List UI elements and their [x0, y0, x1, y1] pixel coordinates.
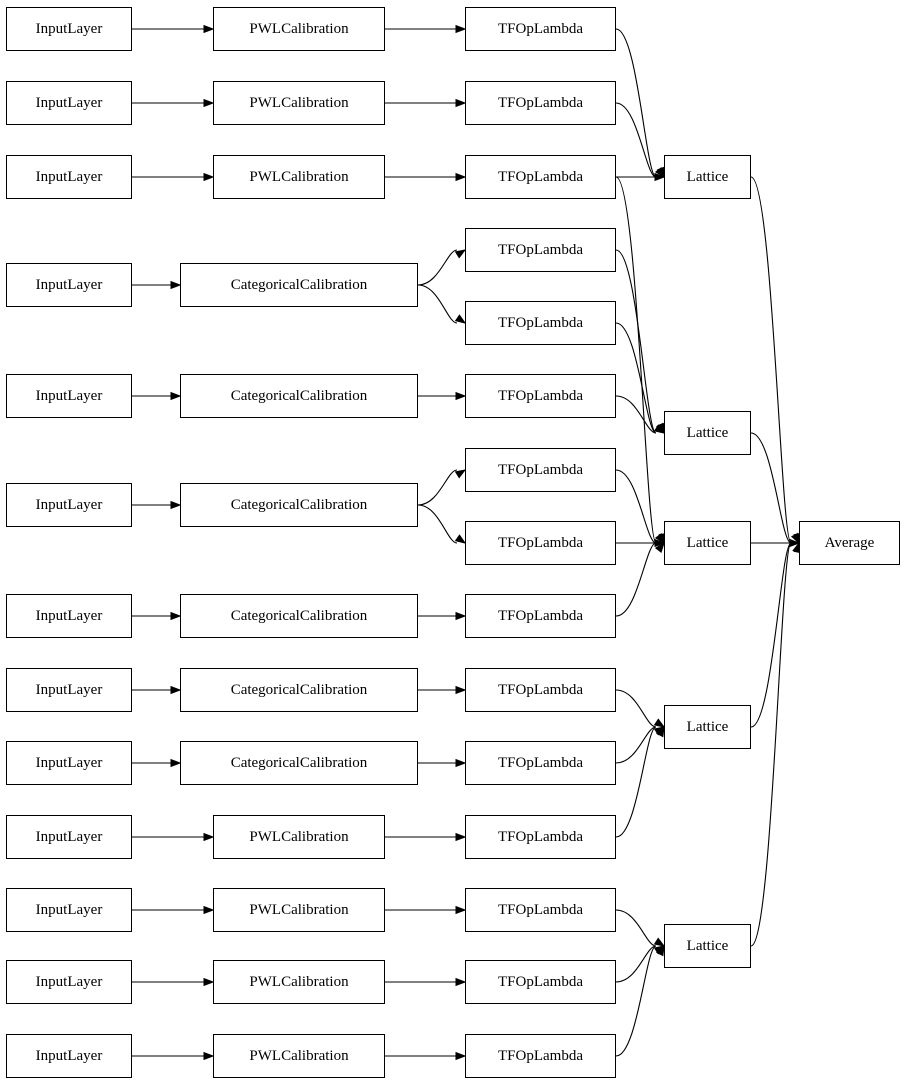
node-cal1[interactable] — [213, 7, 385, 51]
node-label: TFOpLambda — [498, 901, 583, 918]
node-op12[interactable] — [465, 815, 616, 859]
node-label: TFOpLambda — [498, 754, 583, 771]
edge-op9-to-lat3 — [616, 543, 656, 616]
arrowhead-icon — [456, 1053, 465, 1060]
node-in7[interactable] — [6, 594, 132, 638]
node-cal2[interactable] — [213, 81, 385, 125]
node-label: PWLCalibration — [249, 1047, 349, 1064]
node-label: TFOpLambda — [498, 94, 583, 111]
edge-op7-to-lat3 — [616, 470, 656, 543]
arrowhead-icon — [456, 687, 465, 694]
node-op8[interactable] — [465, 521, 616, 565]
arrowhead-icon — [171, 393, 180, 400]
arrowhead-icon — [204, 834, 213, 841]
arrowhead-icon — [655, 174, 664, 181]
arrowhead-icon — [657, 423, 664, 433]
arrowhead-icon — [456, 613, 465, 620]
node-op15[interactable] — [465, 1034, 616, 1078]
edge-cal6-to-op7 — [418, 470, 457, 505]
node-in2[interactable] — [6, 81, 132, 125]
edge-lat5-to-avg — [751, 543, 791, 946]
node-label: TFOpLambda — [498, 461, 583, 478]
node-lat2[interactable] — [664, 411, 751, 455]
edge-op3-to-lat3 — [616, 177, 656, 543]
node-label: TFOpLambda — [498, 241, 583, 258]
node-label: TFOpLambda — [498, 1047, 583, 1064]
node-avg[interactable] — [799, 521, 900, 565]
node-in1[interactable] — [6, 7, 132, 51]
edge-cal4-to-op5 — [418, 285, 457, 323]
node-op4[interactable] — [465, 228, 616, 272]
arrowhead-icon — [790, 540, 799, 547]
edge-op2-to-lat1 — [616, 103, 656, 177]
node-in5[interactable] — [6, 374, 132, 418]
edge-op12-to-lat4 — [616, 727, 656, 837]
node-label: CategoricalCalibration — [230, 387, 368, 404]
node-label: Lattice — [686, 937, 729, 954]
arrowhead-icon — [171, 613, 180, 620]
edge-op5-to-lat2 — [616, 323, 656, 433]
node-label: PWLCalibration — [249, 973, 349, 990]
edge-lat2-to-avg — [751, 433, 791, 543]
node-op7[interactable] — [465, 448, 616, 492]
node-label: InputLayer — [35, 901, 103, 918]
node-label: Lattice — [686, 424, 729, 441]
node-op3[interactable] — [465, 155, 616, 199]
node-in3[interactable] — [6, 155, 132, 199]
arrowhead-icon — [456, 250, 465, 258]
node-label: Lattice — [686, 534, 729, 551]
arrowhead-icon — [171, 687, 180, 694]
arrowhead-icon — [655, 719, 664, 727]
arrowhead-icon — [655, 946, 664, 954]
node-cal9[interactable] — [180, 741, 418, 785]
node-cal5[interactable] — [180, 374, 418, 418]
arrowhead-icon — [792, 533, 799, 543]
node-op2[interactable] — [465, 81, 616, 125]
node-label: CategoricalCalibration — [230, 276, 368, 293]
edge-lat1-to-avg — [751, 177, 791, 543]
node-label: InputLayer — [35, 607, 103, 624]
edge-op6-to-lat2 — [616, 396, 656, 433]
arrowhead-icon — [456, 760, 465, 767]
node-lat3[interactable] — [664, 521, 751, 565]
arrowhead-icon — [456, 100, 465, 107]
node-label: TFOpLambda — [498, 20, 583, 37]
node-label: InputLayer — [35, 973, 103, 990]
node-in13[interactable] — [6, 1034, 132, 1078]
node-op9[interactable] — [465, 594, 616, 638]
node-cal8[interactable] — [180, 668, 418, 712]
node-cal3[interactable] — [213, 155, 385, 199]
arrowhead-icon — [171, 502, 180, 509]
arrowhead-icon — [456, 535, 465, 543]
node-cal6[interactable] — [180, 483, 418, 527]
arrowhead-icon — [456, 834, 465, 841]
arrowhead-icon — [456, 315, 465, 323]
arrowhead-icon — [456, 174, 465, 181]
arrowhead-icon — [657, 946, 664, 956]
node-in12[interactable] — [6, 960, 132, 1004]
edge-lat4-to-avg — [751, 543, 791, 727]
node-label: TFOpLambda — [498, 828, 583, 845]
arrowhead-icon — [456, 393, 465, 400]
node-op5[interactable] — [465, 301, 616, 345]
arrowhead-icon — [204, 100, 213, 107]
arrowhead-icon — [204, 1053, 213, 1060]
edge-op11-to-lat4 — [616, 727, 656, 763]
node-in6[interactable] — [6, 483, 132, 527]
arrowhead-icon — [204, 979, 213, 986]
node-in10[interactable] — [6, 815, 132, 859]
node-label: Lattice — [686, 718, 729, 735]
edge-op10-to-lat4 — [616, 690, 656, 727]
arrowhead-icon — [656, 543, 664, 552]
node-op6[interactable] — [465, 374, 616, 418]
node-label: InputLayer — [35, 276, 103, 293]
node-label: InputLayer — [35, 681, 103, 698]
node-label: CategoricalCalibration — [230, 681, 368, 698]
node-cal10[interactable] — [213, 815, 385, 859]
node-in4[interactable] — [6, 263, 132, 307]
node-label: CategoricalCalibration — [230, 496, 368, 513]
edge-op4-to-lat2 — [616, 250, 656, 433]
node-label: CategoricalCalibration — [230, 754, 368, 771]
node-lat5[interactable] — [664, 924, 751, 968]
node-label: CategoricalCalibration — [230, 607, 368, 624]
node-label: InputLayer — [35, 754, 103, 771]
node-op13[interactable] — [465, 888, 616, 932]
node-cal4[interactable] — [180, 263, 418, 307]
node-label: PWLCalibration — [249, 901, 349, 918]
node-lat4[interactable] — [664, 705, 751, 749]
node-label: InputLayer — [35, 387, 103, 404]
node-lat1[interactable] — [664, 155, 751, 199]
arrowhead-icon — [171, 760, 180, 767]
node-cal7[interactable] — [180, 594, 418, 638]
node-cal13[interactable] — [213, 1034, 385, 1078]
node-label: TFOpLambda — [498, 314, 583, 331]
node-label: TFOpLambda — [498, 607, 583, 624]
node-label: Lattice — [686, 168, 729, 185]
arrowhead-icon — [204, 174, 213, 181]
node-label: TFOpLambda — [498, 387, 583, 404]
node-op10[interactable] — [465, 668, 616, 712]
arrowhead-icon — [655, 540, 664, 547]
arrowhead-icon — [456, 26, 465, 33]
edge-op15-to-lat5 — [616, 946, 656, 1056]
node-op11[interactable] — [465, 741, 616, 785]
arrowhead-icon — [655, 425, 664, 433]
node-label: InputLayer — [35, 94, 103, 111]
node-op1[interactable] — [465, 7, 616, 51]
arrowhead-icon — [655, 938, 664, 946]
node-in9[interactable] — [6, 741, 132, 785]
arrowhead-icon — [657, 727, 664, 737]
node-label: InputLayer — [35, 168, 103, 185]
node-label: InputLayer — [35, 20, 103, 37]
edge-cal6-to-op8 — [418, 505, 457, 543]
edge-op1-to-lat1 — [616, 29, 656, 177]
node-label: PWLCalibration — [249, 168, 349, 185]
node-label: TFOpLambda — [498, 681, 583, 698]
arrowhead-icon — [456, 470, 465, 478]
node-label: TFOpLambda — [498, 534, 583, 551]
node-label: InputLayer — [35, 828, 103, 845]
node-in8[interactable] — [6, 668, 132, 712]
edge-cal4-to-op4 — [418, 250, 457, 285]
arrowhead-icon — [656, 168, 664, 177]
edge-op14-to-lat5 — [616, 946, 656, 982]
node-label: TFOpLambda — [498, 168, 583, 185]
arrowhead-icon — [656, 534, 664, 543]
node-cal12[interactable] — [213, 960, 385, 1004]
node-in11[interactable] — [6, 888, 132, 932]
node-op14[interactable] — [465, 960, 616, 1004]
arrowhead-icon — [204, 907, 213, 914]
arrowhead-icon — [204, 26, 213, 33]
arrowhead-icon — [655, 727, 664, 735]
node-label: Average — [824, 534, 875, 551]
arrowhead-icon — [171, 282, 180, 289]
node-label: InputLayer — [35, 496, 103, 513]
edge-op13-to-lat5 — [616, 910, 656, 946]
node-label: PWLCalibration — [249, 828, 349, 845]
node-cal11[interactable] — [213, 888, 385, 932]
node-label: PWLCalibration — [249, 20, 349, 37]
arrowhead-icon — [456, 907, 465, 914]
node-label: PWLCalibration — [249, 94, 349, 111]
node-label: TFOpLambda — [498, 973, 583, 990]
node-label: InputLayer — [35, 1047, 103, 1064]
arrowhead-icon — [456, 979, 465, 986]
